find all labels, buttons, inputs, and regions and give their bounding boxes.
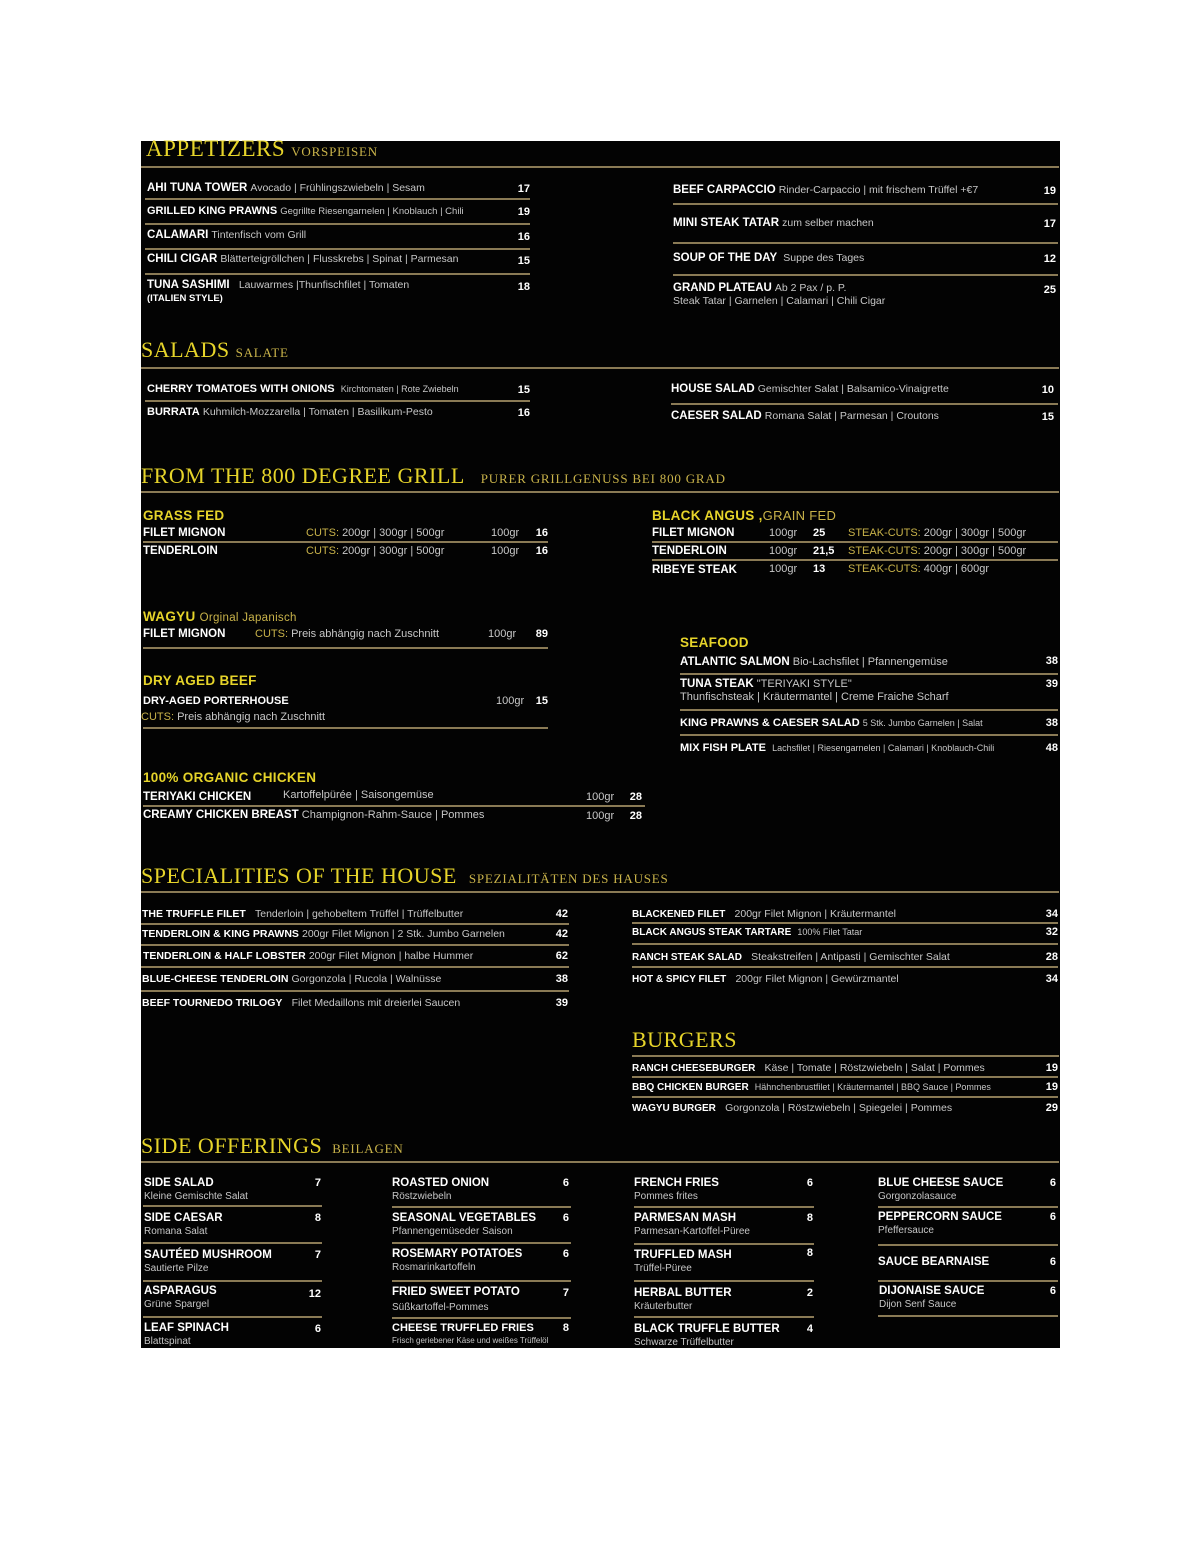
sides-subtitle: BEILAGEN [332, 1141, 404, 1156]
item-unit: 100gr [769, 563, 798, 575]
side-item: ROSEMARY POTATOES Rosmarinkartoffeln [392, 1248, 523, 1273]
item-price: 15 [517, 384, 530, 396]
menu-item: AHI TUNA TOWER Avocado | Frühlingszwiebeln | Sesam [147, 182, 425, 194]
menu-item: DRY-AGED PORTERHOUSE [143, 695, 289, 707]
item-price: 28 [629, 810, 642, 822]
subsection-dry-aged: DRY AGED BEEF [143, 673, 257, 688]
side-item: HERBAL BUTTER Kräuterbutter [634, 1287, 732, 1312]
item-cuts: CUTS: 200gr | 300gr | 500gr [306, 527, 445, 539]
item-divider [671, 403, 1058, 405]
salads-title: SALADS [141, 337, 230, 362]
item-divider [632, 943, 1058, 945]
item-divider [632, 1076, 1058, 1078]
menu-item: TENDERLOIN & HALF LOBSTER 200gr Filet Mignon | halbe Hummer [143, 950, 474, 962]
side-item: FRENCH FRIES Pommes frites [634, 1177, 719, 1202]
specialities-title: SPECIALITIES OF THE HOUSE [141, 863, 457, 888]
item-price: 8 [806, 1212, 813, 1224]
menu-item-desc: Steak Tatar | Garnelen | Calamari | Chili Cigar [673, 295, 886, 307]
item-price: 7 [314, 1249, 321, 1261]
item-divider [145, 198, 530, 200]
item-divider [141, 990, 569, 992]
section-heading-burgers [632, 1027, 737, 1053]
menu-item: FILET MIGNON [143, 527, 226, 539]
menu-item: TENDERLOIN [143, 545, 218, 557]
item-divider [143, 805, 645, 807]
item-price: 12 [308, 1288, 321, 1300]
menu-item: BEEF TOURNEDO TRILOGY Filet Medaillons mit dreierlei Saucen [142, 997, 461, 1009]
salads-subtitle: SALATE [235, 345, 289, 360]
section-divider [141, 491, 1059, 493]
menu-item: SOUP OF THE DAY Suppe des Tages [673, 252, 865, 264]
item-divider [143, 647, 548, 649]
item-desc: Thunfischsteak | Kräutermantel | Creme Fraiche Scharf [680, 691, 949, 703]
side-item: SIDE CAESAR Romana Salat [144, 1212, 223, 1237]
item-divider [143, 1205, 322, 1207]
item-price: 16 [535, 545, 548, 557]
side-item: LEAF SPINACH Blattspinat [144, 1322, 229, 1347]
item-unit: 100gr [496, 695, 525, 707]
menu-item: CHILI CIGAR Blätterteigröllchen | Flusskrebs | Spinat | Parmesan [147, 253, 459, 265]
menu-item: MIX FISH PLATE Lachsfilet | Riesengarnelen | Calamari | Knoblauch-Chili [680, 742, 995, 754]
item-price: 17 [1043, 218, 1056, 230]
item-price: 8 [314, 1212, 321, 1224]
item-price: 7 [314, 1177, 321, 1189]
grill-title: FROM THE 800 DEGREE GRILL [141, 463, 465, 488]
item-price: 89 [535, 628, 548, 640]
item-price: 19 [517, 206, 530, 218]
item-price: 6 [1049, 1256, 1056, 1268]
item-divider [673, 203, 1058, 205]
item-price: 15 [535, 695, 548, 707]
item-price: 19 [1045, 1081, 1058, 1093]
item-price: 19 [1043, 185, 1056, 197]
menu-item: BLACK ANGUS STEAK TARTARE 100% Filet Tatar [632, 927, 863, 938]
item-price: 12 [1043, 253, 1056, 265]
item-price: 6 [562, 1212, 569, 1224]
grill-subtitle: PURER GRILLGENUSS BEI 800 GRAD [480, 471, 726, 486]
side-item: BLACK TRUFFLE BUTTER Schwarze Trüffelbutter [634, 1323, 780, 1348]
item-price: 29 [1045, 1102, 1058, 1114]
section-heading-salads [141, 337, 289, 363]
item-price: 32 [1045, 926, 1058, 938]
item-cuts: STEAK-CUTS: 200gr | 300gr | 500gr [848, 527, 1027, 539]
item-divider [141, 923, 569, 925]
side-item: ASPARAGUS Grüne Spargel [144, 1285, 217, 1310]
menu-item: CALAMARI Tintenfisch vom Grill [147, 229, 307, 241]
item-cuts: STEAK-CUTS: 400gr | 600gr [848, 563, 990, 575]
menu-item: GRILLED KING PRAWNS Gegrillte Riesengarnelen | Knoblauch | Chili [147, 205, 464, 217]
item-unit: 100gr [769, 527, 798, 539]
appetizers-title: APPETIZERS [146, 136, 286, 161]
burgers-title: BURGERS [632, 1027, 737, 1052]
side-item: ROASTED ONION Röstzwiebeln [392, 1177, 490, 1202]
item-price: 6 [806, 1177, 813, 1189]
item-price: 6 [562, 1177, 569, 1189]
item-divider [392, 1206, 571, 1208]
menu-item: TUNA STEAK "TERIYAKI STYLE" [680, 678, 852, 690]
item-price: 42 [555, 928, 568, 940]
item-price: 19 [1045, 1062, 1058, 1074]
item-divider [145, 273, 530, 275]
menu-item: TERIYAKI CHICKEN [143, 791, 252, 803]
item-divider [392, 1280, 571, 1282]
item-price: 16 [517, 407, 530, 419]
item-price: 6 [314, 1323, 321, 1335]
item-cuts: CUTS: 200gr | 300gr | 500gr [306, 545, 445, 557]
item-unit: 100gr [586, 810, 615, 822]
menu-item: HOUSE SALAD Gemischter Salat | Balsamico-Vinaigrette [671, 383, 949, 395]
item-divider [632, 966, 1058, 968]
section-divider [141, 367, 1059, 369]
item-price: 6 [562, 1248, 569, 1260]
side-item: DIJONAISE SAUCE Dijon Senf Sauce [879, 1285, 985, 1310]
menu-item: FILET MIGNON [652, 527, 735, 539]
item-price: 39 [1045, 678, 1058, 690]
item-divider [143, 727, 548, 729]
menu-item: CREAMY CHICKEN BREAST Champignon-Rahm-Sauce | Pommes [143, 809, 485, 821]
menu-item: RANCH CHEESEBURGER Käse | Tomate | Röstzwiebeln | Salat | Pommes [632, 1062, 985, 1074]
item-cuts: STEAK-CUTS: 200gr | 300gr | 500gr [848, 545, 1027, 557]
item-price: 62 [555, 950, 568, 962]
side-item: SEASONAL VEGETABLES Pfannengemüseder Saison [392, 1212, 536, 1237]
item-divider [143, 1242, 322, 1244]
menu-item: BURRATA Kuhmilch-Mozzarella | Tomaten | Basilikum-Pesto [147, 406, 433, 418]
section-divider [632, 1055, 1059, 1057]
menu-item: BBQ CHICKEN BURGER Hähnchenbrustfilet | Kräutermantel | BBQ Sauce | Pommes [632, 1082, 991, 1093]
item-price: 25 [1043, 284, 1056, 296]
item-price: 18 [517, 281, 530, 293]
item-price: 7 [562, 1287, 569, 1299]
item-price: 42 [555, 908, 568, 920]
menu-item: CHERRY TOMATOES WITH ONIONS Kirchtomaten | Rote Zwiebeln [147, 383, 459, 395]
item-price: 2 [806, 1287, 813, 1299]
menu-item: TENDERLOIN & KING PRAWNS 200gr Filet Mignon | 2 Stk. Jumbo Garnelen [142, 928, 505, 940]
section-heading-appetizers [146, 136, 378, 162]
menu-item: MINI STEAK TATAR zum selber machen [673, 217, 874, 229]
item-divider [143, 1280, 322, 1282]
menu-item: KING PRAWNS & CAESER SALAD 5 Stk. Jumbo Garnelen | Salat [680, 717, 983, 729]
menu-item: GRAND PLATEAU Ab 2 Pax / p. P. [673, 282, 847, 294]
sides-title: SIDE OFFERINGS [141, 1133, 323, 1158]
item-divider [878, 1315, 1058, 1317]
item-divider [632, 922, 1058, 924]
item-price: 39 [555, 997, 568, 1009]
item-divider [652, 541, 1058, 543]
item-divider [145, 223, 530, 225]
menu-item: FILET MIGNON [143, 628, 226, 640]
item-divider [673, 274, 1058, 276]
item-price: 38 [1045, 655, 1058, 667]
subsection-seafood: SEAFOOD [680, 635, 749, 650]
side-item: CHEESE TRUFFLED FRIES Frisch geriebener Käse und weißes Trüffelöl [392, 1322, 549, 1345]
item-price: 38 [555, 973, 568, 985]
side-item: PARMESAN MASH Parmesan-Kartoffel-Püree [634, 1212, 750, 1237]
item-price: 21,5 [813, 545, 835, 557]
item-divider [141, 966, 569, 968]
item-divider [145, 400, 530, 402]
item-desc: Kartoffelpürée | Saisongemüse [283, 789, 434, 801]
menu-item: RANCH STEAK SALAD Steakstreifen | Antipasti | Gemischter Salat [632, 951, 950, 963]
item-divider [680, 734, 1058, 736]
menu-item: BLACKENED FILET 200gr Filet Mignon | Kräutermantel [632, 908, 896, 920]
item-divider [141, 944, 569, 946]
menu-item: WAGYU BURGER Gorgonzola | Röstzwiebeln | Spiegelei | Pommes [632, 1102, 953, 1114]
section-heading-grill [141, 463, 726, 489]
item-price: 28 [1045, 951, 1058, 963]
menu-item: TUNA SASHIMI Lauwarmes |Thunfischfilet | Tomaten [147, 279, 410, 291]
specialities-subtitle: SPEZIALITÄTEN DES HAUSES [468, 871, 669, 886]
item-divider [878, 1244, 1058, 1246]
item-divider [878, 1280, 1058, 1282]
item-price: 8 [562, 1322, 569, 1334]
menu-item-subname: (ITALIEN STYLE) [147, 293, 223, 304]
item-price: 16 [517, 231, 530, 243]
side-item: SAUCE BEARNAISE [878, 1256, 990, 1268]
item-cuts: CUTS: Preis abhängig nach Zuschnitt [255, 628, 440, 640]
item-price: 17 [517, 183, 530, 195]
item-divider [878, 1206, 1058, 1208]
item-divider [143, 541, 548, 543]
section-divider [141, 1161, 1059, 1163]
item-price: 10 [1041, 384, 1054, 396]
menu-item: BEEF CARPACCIO Rinder-Carpaccio | mit frischem Trüffel +€7 [673, 184, 979, 196]
item-divider [680, 709, 1058, 711]
menu-item: TENDERLOIN [652, 545, 727, 557]
section-heading-sides [141, 1133, 404, 1159]
item-price: 34 [1045, 973, 1058, 985]
item-price: 15 [517, 255, 530, 267]
menu-item: CAESER SALAD Romana Salat | Parmesan | Croutons [671, 410, 939, 422]
item-divider [634, 1206, 814, 1208]
item-divider [145, 248, 530, 250]
side-item: SIDE SALAD Kleine Gemischte Salat [144, 1177, 248, 1202]
item-price: 38 [1045, 717, 1058, 729]
item-unit: 100gr [586, 791, 615, 803]
side-item: TRUFFLED MASH Trüffel-Püree [634, 1249, 732, 1274]
section-heading-specialities [141, 863, 669, 889]
subsection-grass-fed: GRASS FED [143, 508, 225, 523]
item-divider [392, 1317, 571, 1319]
item-price: 8 [806, 1247, 813, 1259]
subsection-chicken: 100% ORGANIC CHICKEN [143, 770, 317, 785]
menu-item: BLUE-CHEESE TENDERLOIN Gorgonzola | Rucola | Walnüsse [142, 973, 442, 985]
item-divider [632, 1096, 1058, 1098]
item-divider [392, 1242, 571, 1244]
item-unit: 100gr [491, 545, 520, 557]
item-divider [652, 559, 1058, 561]
item-price: 6 [1049, 1177, 1056, 1189]
item-divider [673, 242, 1058, 244]
menu-item: THE TRUFFLE FILET Tenderloin | gehobeltem Trüffel | Trüffelbutter [142, 908, 464, 920]
subsection-black-angus: BLACK ANGUS ,GRAIN FED [652, 508, 837, 523]
side-item: BLUE CHEESE SAUCE Gorgonzolasauce [878, 1177, 1004, 1202]
item-cuts: CUTS: Preis abhängig nach Zuschnitt [141, 711, 326, 723]
subsection-wagyu: WAGYU Orginal Japanisch [143, 609, 297, 624]
side-item: PEPPERCORN SAUCE Pfeffersauce [878, 1211, 1002, 1236]
item-price: 4 [806, 1323, 813, 1335]
item-price: 15 [1041, 411, 1054, 423]
item-price: 6 [1049, 1285, 1056, 1297]
item-unit: 100gr [769, 545, 798, 557]
side-item: FRIED SWEET POTATO Süßkartoffel-Pommes [392, 1286, 520, 1313]
menu-item: RIBEYE STEAK [652, 564, 737, 576]
item-divider [680, 673, 1058, 675]
item-divider [634, 1243, 814, 1245]
menu-item: ATLANTIC SALMON Bio-Lachsfilet | Pfannengemüse [680, 656, 948, 668]
item-divider [634, 1280, 814, 1282]
item-price: 34 [1045, 908, 1058, 920]
item-price: 25 [813, 527, 826, 539]
item-price: 48 [1045, 742, 1058, 754]
section-divider [141, 166, 1059, 168]
item-divider [634, 1316, 814, 1318]
item-divider [143, 1316, 322, 1318]
item-price: 28 [629, 791, 642, 803]
item-price: 6 [1049, 1211, 1056, 1223]
side-item: SAUTÉED MUSHROOM Sautierte Pilze [144, 1249, 272, 1274]
appetizers-subtitle: VORSPEISEN [291, 144, 378, 159]
item-price: 13 [813, 563, 826, 575]
menu-item: HOT & SPICY FILET 200gr Filet Mignon | Gewürzmantel [632, 973, 899, 985]
section-divider [141, 891, 1059, 893]
item-price: 16 [535, 527, 548, 539]
item-unit: 100gr [488, 628, 517, 640]
item-unit: 100gr [491, 527, 520, 539]
